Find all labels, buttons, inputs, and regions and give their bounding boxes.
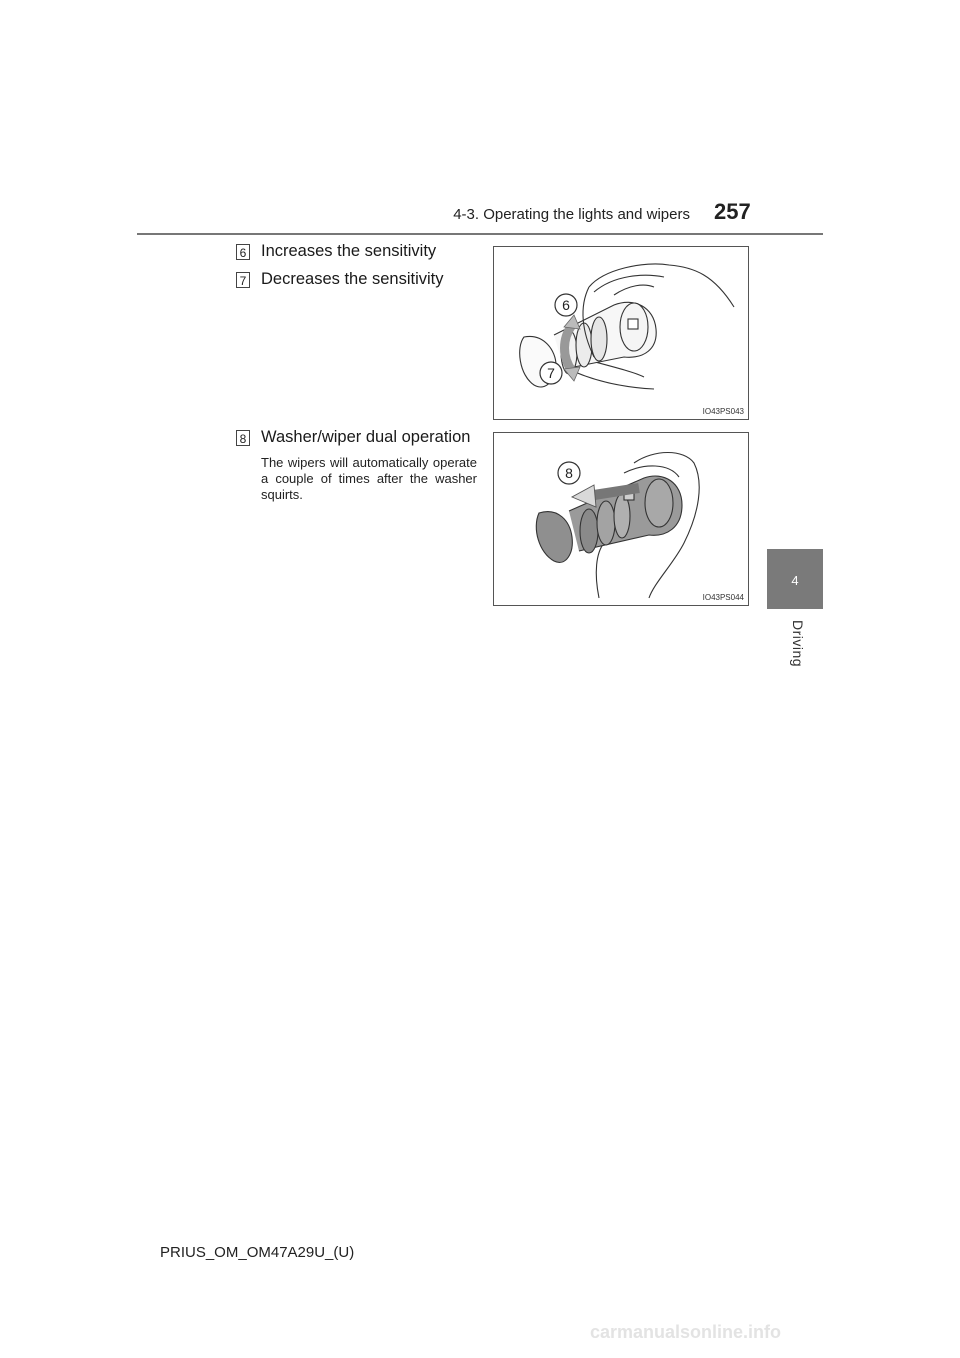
wiper-lever-illustration — [494, 247, 748, 419]
chapter-number: 4 — [791, 573, 799, 588]
svg-text:7: 7 — [547, 365, 555, 381]
page-number: 257 — [714, 199, 751, 224]
item-number-badge: 7 — [236, 272, 250, 288]
watermark: carmanualsonline.info — [590, 1322, 782, 1342]
item-text: Increases the sensitivity — [261, 242, 437, 260]
item-number-badge: 6 — [236, 244, 250, 260]
callout-6 — [555, 294, 577, 316]
item-number-badge: 8 — [236, 430, 250, 446]
item-text: Decreases the sensitivity — [261, 270, 444, 288]
figure-washer-operation — [493, 432, 749, 606]
figure-code: IO43PS044 — [702, 593, 744, 602]
header-divider — [137, 233, 823, 235]
callout-8 — [558, 462, 580, 484]
figure-code: IO43PS043 — [702, 407, 744, 416]
callout-7 — [540, 362, 562, 384]
chapter-label: Driving — [790, 620, 806, 668]
section-title: 4-3. Operating the lights and wipers — [453, 206, 690, 223]
svg-text:6: 6 — [562, 297, 570, 313]
item-text: Washer/wiper dual operation — [261, 428, 471, 446]
svg-text:8: 8 — [565, 465, 573, 481]
figure-sensitivity-ring — [493, 246, 749, 420]
item-description: The wipers will automatically operate a couple of times after the washer squirts. — [261, 455, 477, 502]
washer-lever-illustration — [494, 433, 748, 605]
document-code: PRIUS_OM_OM47A29U_(U) — [160, 1244, 355, 1261]
